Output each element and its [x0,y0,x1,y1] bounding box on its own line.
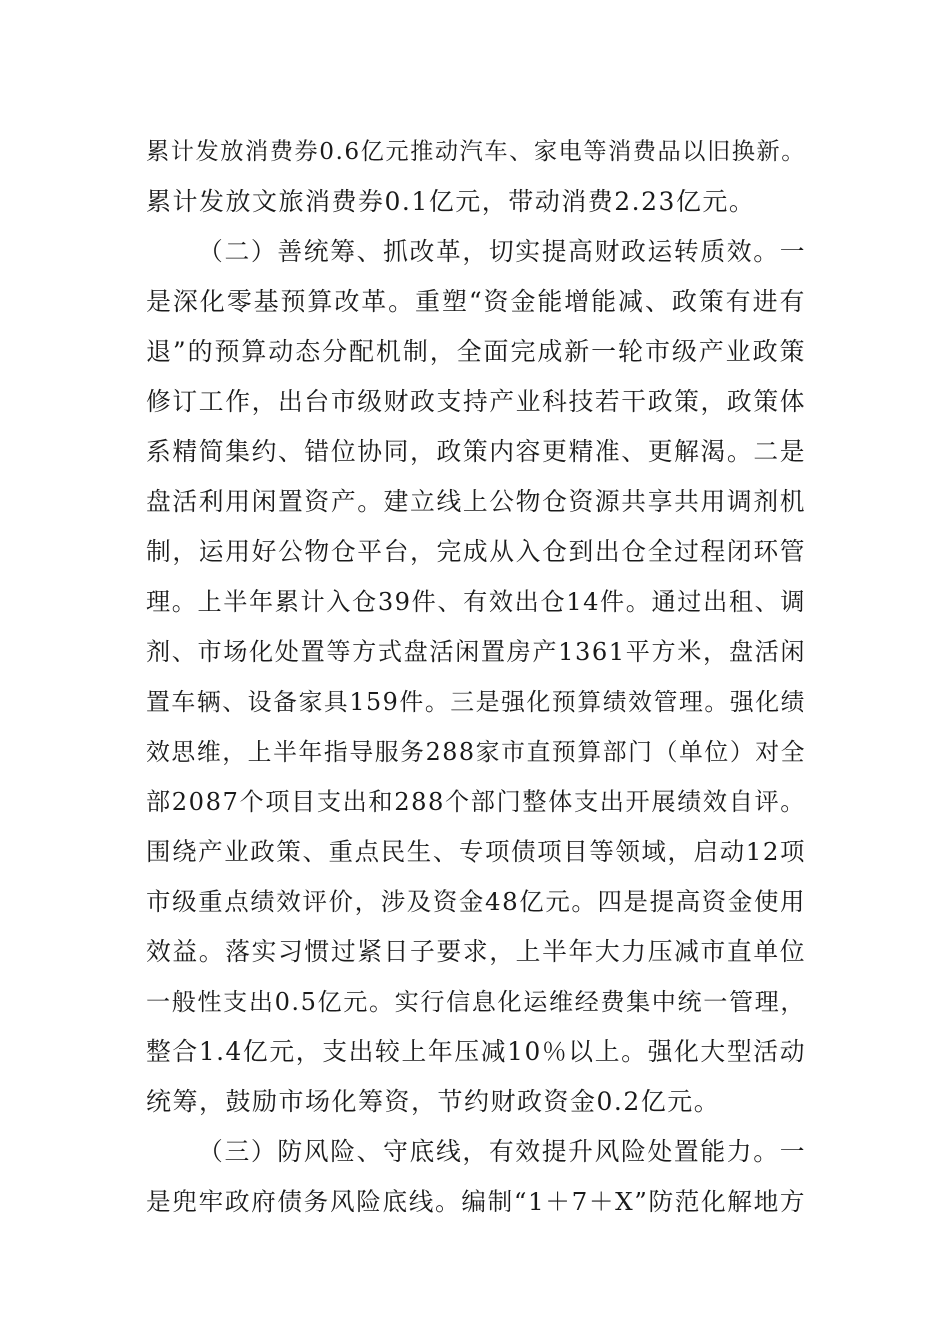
text-line: 置车辆、设备家具159件。三是强化预算绩效管理。强化绩 [146,688,806,716]
text-line: （二）善统筹、抓改革，切实提高财政运转质效。一 [198,237,806,266]
text-line: 是兜牢政府债务风险底线。编制“1＋7＋X”防范化解地方 [146,1187,806,1216]
text-line: 一般性支出0.5亿元。实行信息化运维经费集中统一管理， [146,988,806,1016]
text-line: 剂、市场化处置等方式盘活闲置房产1361平方米，盘活闲 [146,638,806,666]
text-line: （三）防风险、守底线，有效提升风险处置能力。一 [198,1137,806,1166]
text-line: 制，运用好公物仓平台，完成从入仓到出仓全过程闭环管 [146,537,806,566]
text-line: 累计发放消费券0.6亿元推动汽车、家电等消费品以旧换新。 [146,138,806,165]
text-line: 退”的预算动态分配机制，全面完成新一轮市级产业政策 [146,337,806,366]
body-text [146,127,806,1227]
text-line: 累计发放文旅消费券0.1亿元，带动消费2.23亿元。 [146,187,756,216]
text-line: 市级重点绩效评价，涉及资金48亿元。四是提高资金使用 [146,887,806,916]
text-line: 围绕产业政策、重点民生、专项债项目等领域，启动12项 [146,837,806,866]
text-line: 效益。落实习惯过紧日子要求，上半年大力压减市直单位 [146,937,806,966]
text-line: 效思维，上半年指导服务288家市直预算部门（单位）对全 [146,738,806,766]
text-line: 部2087个项目支出和288个部门整体支出开展绩效自评。 [146,788,806,816]
text-line: 修订工作，出台市级财政支持产业科技若干政策，政策体 [146,387,806,416]
text-line: 系精简集约、错位协同，政策内容更精准、更解渴。二是 [146,437,806,466]
text-line: 盘活利用闲置资产。建立线上公物仓资源共享共用调剂机 [146,487,806,516]
text-line: 统筹，鼓励市场化筹资，节约财政资金0.2亿元。 [146,1087,721,1116]
text-line: 整合1.4亿元，支出较上年压减10％以上。强化大型活动 [146,1037,806,1066]
text-line: 理。上半年累计入仓39件、有效出仓14件。通过出租、调 [146,588,806,616]
text-line: 是深化零基预算改革。重塑“资金能增能减、政策有进有 [146,287,806,316]
